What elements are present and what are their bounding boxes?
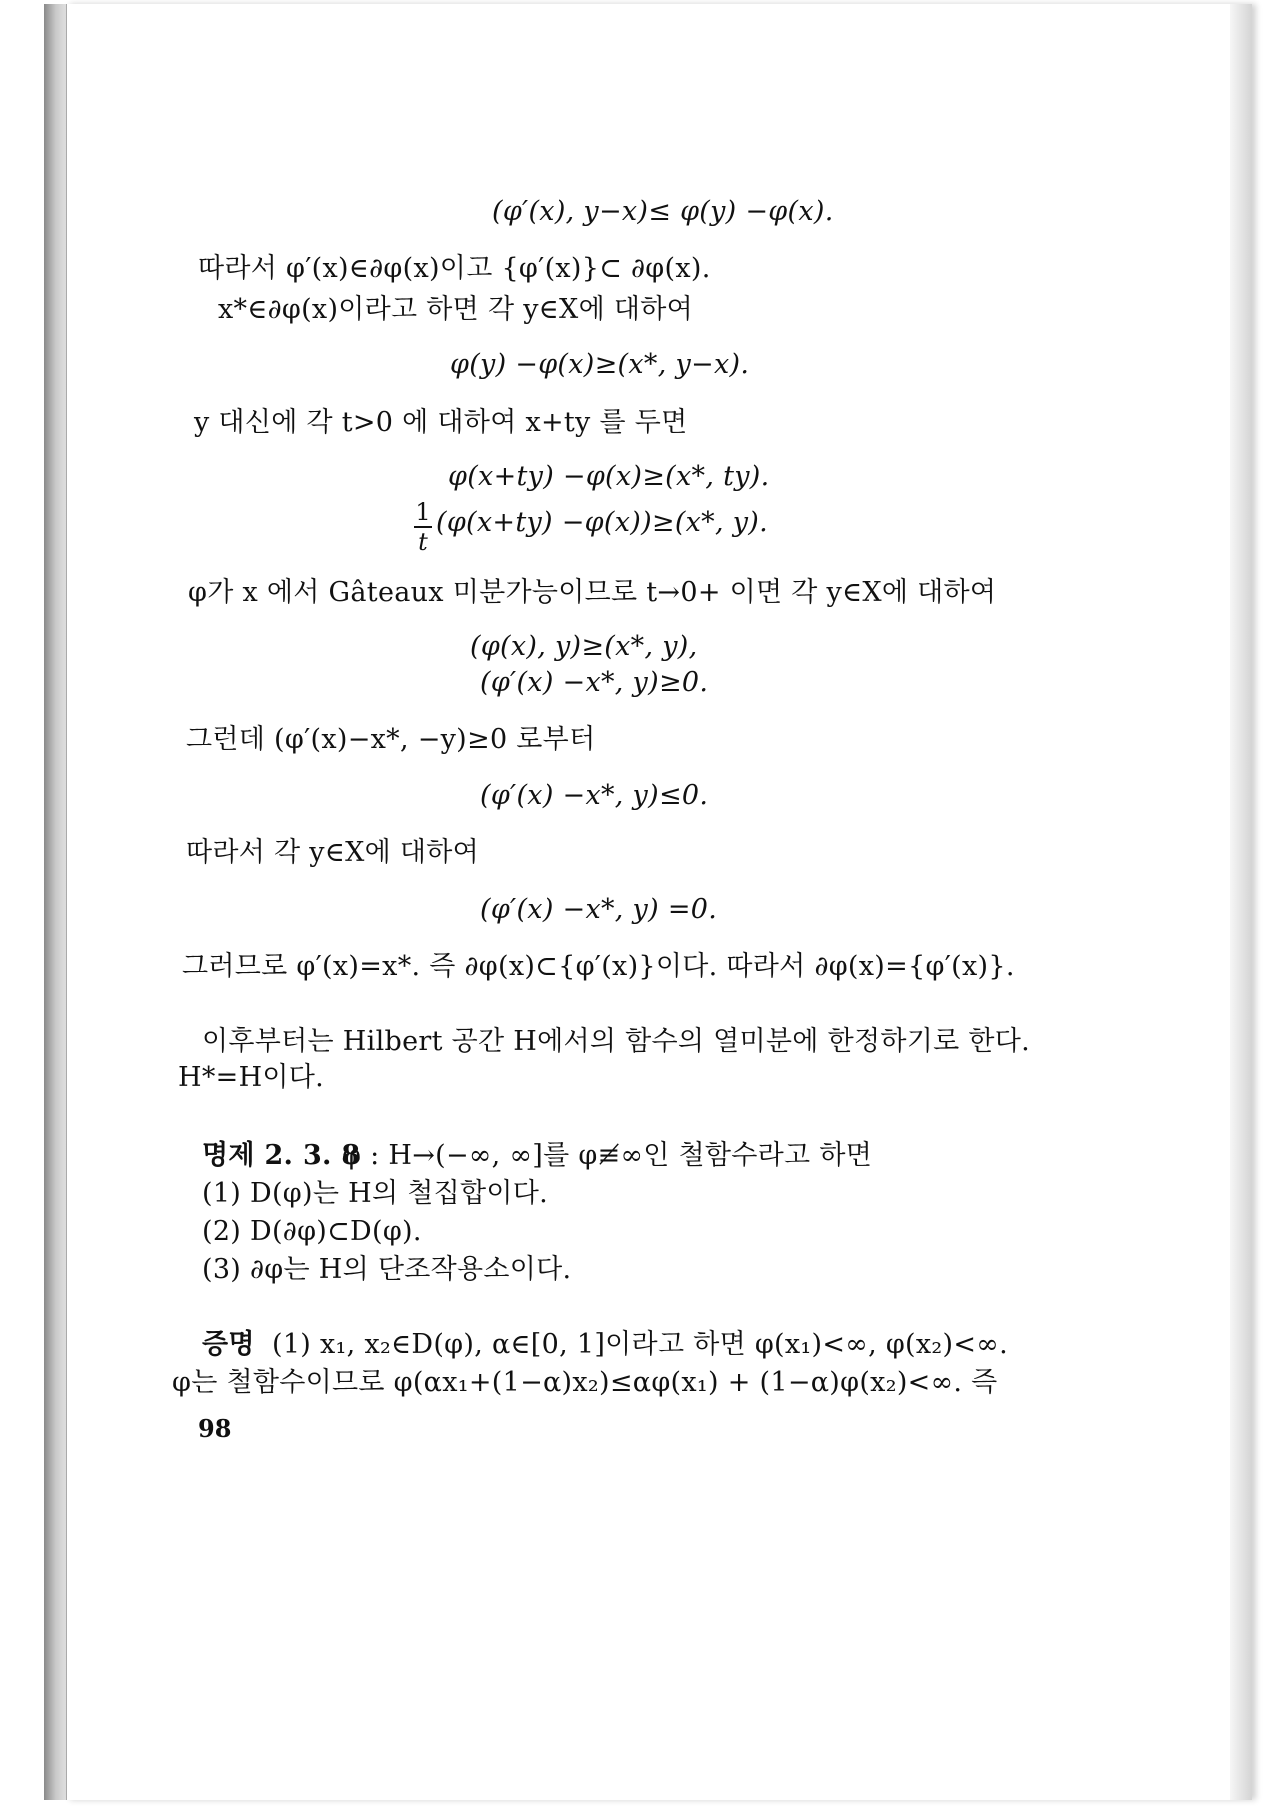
proposition-item: (1) D(φ)는 H의 철집합이다.	[202, 1178, 549, 1209]
text-line: 그러므로 φ′(x)=x*. 즉 ∂φ(x)⊂{φ′(x)}이다. 따라서 ∂φ(x)={φ′(x)}.	[182, 951, 1015, 982]
proposition-statement: φ : H→(−∞, ∞]를 φ≢∞인 철함수라고 하면	[342, 1140, 873, 1171]
equation-line: (φ′(x) −x*, y) =0.	[480, 894, 718, 925]
equation-line: φ(y) −φ(x)≥(x*, y−x).	[450, 349, 750, 380]
page-number: 98	[198, 1414, 232, 1443]
text-line: φ는 철함수이므로 φ(αx₁+(1−α)x₂)≤αφ(x₁) + (1−α)φ(x₂)<∞. 즉	[172, 1367, 998, 1398]
proposition-item: (3) ∂φ는 H의 단조작용소이다.	[202, 1254, 572, 1285]
proposition-item: (2) D(∂φ)⊂D(φ).	[202, 1216, 422, 1247]
text-line: 이후부터는 Hilbert 공간 H에서의 함수의 열미분에 한정하기로 한다.	[202, 1026, 1031, 1057]
text-line: 따라서 φ′(x)∈∂φ(x)이고 {φ′(x)}⊂ ∂φ(x).	[198, 253, 711, 284]
book-page	[66, 4, 1252, 1800]
text-line: (1) x₁, x₂∈D(φ), α∈[0, 1]이라고 하면 φ(x₁)<∞, φ(x₂)<∞.	[272, 1329, 1008, 1360]
fraction-one-over-t	[414, 498, 432, 556]
text-line: φ가 x 에서 Gâteaux 미분가능이므로 t→0+ 이면 각 y∈X에 대하여	[188, 577, 997, 608]
text-line: x*∈∂φ(x)이라고 하면 각 y∈X에 대하여	[218, 294, 693, 325]
fraction-numerator: 1	[415, 498, 431, 526]
page-edge-shadow	[1230, 4, 1252, 1800]
text-line: 따라서 각 y∈X에 대하여	[186, 837, 480, 868]
proof-label: 증명	[202, 1329, 255, 1360]
text-line: H*=H이다.	[178, 1062, 325, 1093]
fraction-denominator: t	[418, 528, 428, 556]
equation-line: φ(x+ty) −φ(x)≥(x*, ty).	[448, 461, 770, 492]
text-line: y 대신에 각 t>0 에 대하여 x+ty 를 두면	[194, 407, 688, 438]
proposition-label: 명제 2. 3. 8	[202, 1140, 361, 1171]
text-line: 그런데 (φ′(x)−x*, −y)≥0 로부터	[186, 724, 596, 755]
equation-line: (φ(x+ty) −φ(x))≥(x*, y).	[436, 507, 769, 538]
equation-line: (φ′(x), y−x)≤ φ(y) −φ(x).	[492, 196, 834, 227]
equation-line: (φ(x), y)≥(x*, y),	[470, 631, 698, 662]
equation-line: (φ′(x) −x*, y)≥0.	[480, 667, 709, 698]
equation-line: (φ′(x) −x*, y)≤0.	[480, 780, 709, 811]
